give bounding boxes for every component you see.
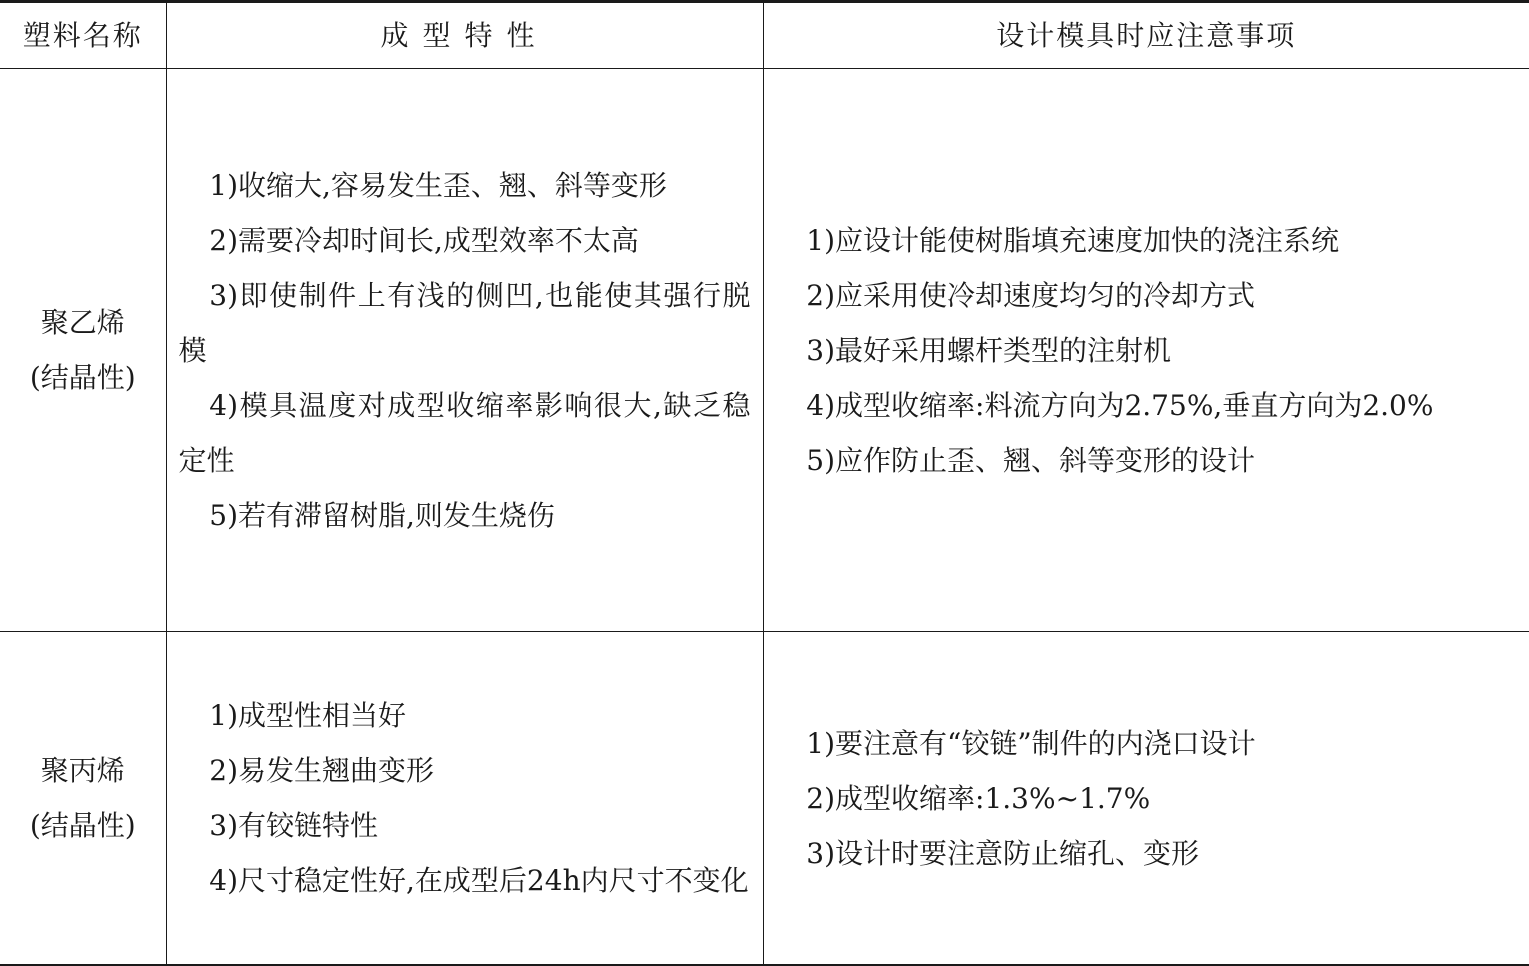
plastic-name: 聚乙烯	[1, 295, 165, 350]
design-note-item: 2)成型收缩率:1.3%~1.7%	[776, 771, 1529, 826]
plastic-name: 聚丙烯	[1, 743, 165, 798]
plastic-crystallinity: (结晶性)	[1, 798, 165, 853]
characteristic-item: 4)模具温度对成型收缩率影响很大,缺乏稳定性	[179, 378, 751, 488]
design-note-item: 2)应采用使冷却速度均匀的冷却方式	[776, 268, 1529, 323]
characteristic-item: 1)成型性相当好	[179, 688, 751, 743]
plastic-name-cell	[0, 69, 166, 632]
header-row	[0, 2, 1529, 69]
characteristic-item: 2)需要冷却时间长,成型效率不太高	[179, 213, 751, 268]
characteristic-item: 3)有铰链特性	[179, 798, 751, 853]
design-note-item: 4)成型收缩率:料流方向为2.75%,垂直方向为2.0%	[776, 378, 1529, 433]
header-molding-characteristics: 成型特性	[166, 2, 763, 69]
characteristics-cell	[166, 69, 763, 632]
design-note-item: 5)应作防止歪、翘、斜等变形的设计	[776, 433, 1529, 488]
design-notes-cell	[763, 632, 1529, 966]
characteristics-cell	[166, 632, 763, 966]
design-note-item: 1)要注意有“铰链”制件的内浇口设计	[776, 716, 1529, 771]
design-note-item: 1)应设计能使树脂填充速度加快的浇注系统	[776, 213, 1529, 268]
plastic-crystallinity: (结晶性)	[1, 350, 165, 405]
table-row-polyethylene	[0, 69, 1529, 632]
header-plastic-name: 塑料名称	[0, 2, 166, 69]
table-row-polypropylene	[0, 632, 1529, 966]
characteristic-item: 4)尺寸稳定性好,在成型后24h内尺寸不变化	[179, 853, 751, 908]
design-note-item: 3)最好采用螺杆类型的注射机	[776, 323, 1529, 378]
characteristic-item: 5)若有滞留树脂,则发生烧伤	[179, 488, 751, 543]
characteristic-item: 2)易发生翘曲变形	[179, 743, 751, 798]
design-note-item: 3)设计时要注意防止缩孔、变形	[776, 826, 1529, 881]
header-mold-design-notes: 设计模具时应注意事项	[763, 2, 1529, 69]
characteristic-item: 1)收缩大,容易发生歪、翘、斜等变形	[179, 158, 751, 213]
design-notes-cell	[763, 69, 1529, 632]
characteristic-item: 3)即使制件上有浅的侧凹,也能使其强行脱模	[179, 268, 751, 378]
plastic-name-cell	[0, 632, 166, 966]
